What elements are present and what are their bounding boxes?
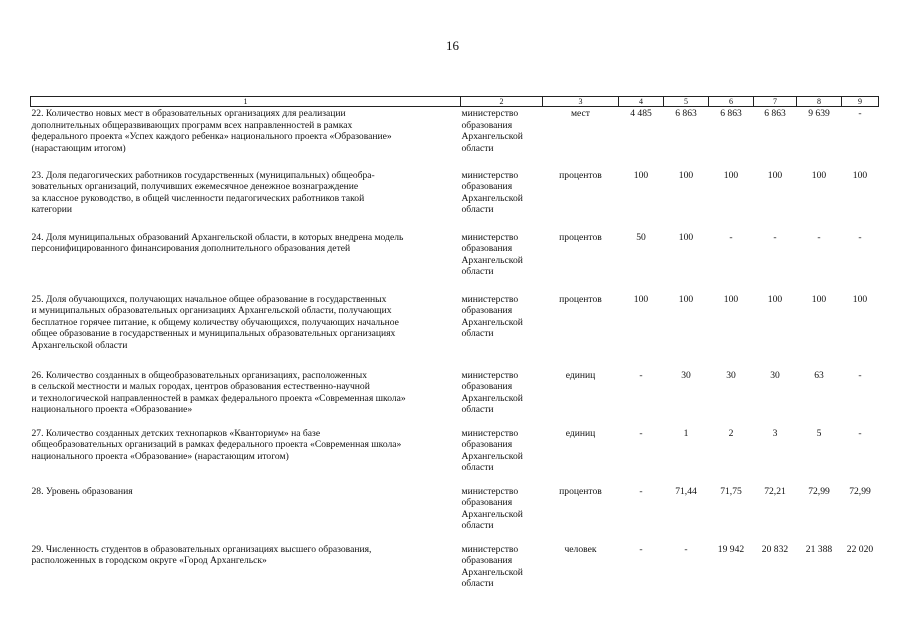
executor-line: образования xyxy=(461,381,513,393)
table-row xyxy=(31,485,879,543)
value-cell: 71,44 xyxy=(675,485,697,497)
executor-line: министерство xyxy=(461,108,519,119)
value-cell: 100 xyxy=(811,293,827,305)
executor-line: образования xyxy=(461,305,513,317)
unit: единиц xyxy=(565,369,596,381)
col-header: 5 xyxy=(664,97,709,107)
value-cell: 72,99 xyxy=(808,485,830,497)
indicator-name-line: (нарастающим итогом) xyxy=(31,142,126,154)
indicator-name-line: расположенных в городском округе «Город Архангельск» xyxy=(31,555,267,567)
value-cell: 100 xyxy=(678,231,694,243)
executor-line: образования xyxy=(461,555,513,567)
value-cell: 1 xyxy=(683,427,689,439)
unit: процентов xyxy=(559,293,602,305)
value-cell: 100 xyxy=(811,169,827,181)
value-cell: 100 xyxy=(678,293,694,305)
executor-line: Архангельской xyxy=(461,316,523,328)
executor xyxy=(461,293,543,369)
executor-line: Архангельской xyxy=(461,254,523,266)
indicator-name-line: 29. Численность студентов в образовательных организациях высшего образования, xyxy=(31,543,372,555)
value-cell: 30 xyxy=(770,369,780,381)
value-cell: - xyxy=(858,108,862,119)
value-cell: 5 xyxy=(816,427,822,439)
indicator-name-line: и муниципальных образовательных организациях Архангельской области, получающих xyxy=(31,305,392,317)
value-cell: 6 863 xyxy=(720,108,742,119)
indicator-name xyxy=(31,427,461,485)
executor-line: образования xyxy=(461,119,513,131)
value-cell: 100 xyxy=(852,293,868,305)
value-cell: 100 xyxy=(633,169,649,181)
executor xyxy=(461,485,543,543)
value-cell: 50 xyxy=(636,231,646,243)
value-cell: - xyxy=(639,427,643,439)
col-header: 8 xyxy=(797,97,842,107)
executor-line: образования xyxy=(461,243,513,255)
indicator-name xyxy=(31,369,461,427)
value-cell: 6 863 xyxy=(675,108,697,119)
indicator-name-line: национального проекта «Образование» (нарастающим итогом) xyxy=(31,450,289,462)
value-cell: 100 xyxy=(767,169,783,181)
value-cell: 3 xyxy=(772,427,778,439)
col-header: 4 xyxy=(619,97,664,107)
value-cell: - xyxy=(639,485,643,497)
indicator-name-line: 28. Уровень образования xyxy=(31,485,133,497)
unit: процентов xyxy=(559,169,602,181)
indicator-name-line: 25. Доля обучающихся, получающих начальное общее образование в государственных xyxy=(31,293,387,305)
indicator-name-line: зовательных организаций, получивших ежемесячное денежное вознаграждение xyxy=(31,181,359,193)
indicator-name-line: 23. Доля педагогических работников государственных (муниципальных) общеобра- xyxy=(31,169,375,181)
table-row xyxy=(31,169,879,231)
indicator-name-line: национального проекта «Образование» xyxy=(31,404,193,416)
unit: процентов xyxy=(559,231,602,243)
executor-line: министерство xyxy=(461,485,519,497)
value-cell: - xyxy=(858,427,862,439)
value-cell: 6 863 xyxy=(764,108,786,119)
executor-line: образования xyxy=(461,439,513,451)
executor-line: области xyxy=(461,266,494,278)
value-cell: 71,75 xyxy=(720,485,742,497)
indicator-name-line: в сельской местности и малых городах, центров образования естественно-научной xyxy=(31,381,370,393)
value-cell: 30 xyxy=(726,369,736,381)
executor-line: министерство xyxy=(461,543,519,555)
indicator-name-line: персонифицированного финансирования дополнительного образования детей xyxy=(31,243,351,255)
executor-line: министерство xyxy=(461,231,519,243)
indicator-name xyxy=(31,543,461,593)
indicator-name-line: 27. Количество созданных детских технопарков «Кванториум» на базе xyxy=(31,427,321,439)
value-cell: - xyxy=(817,231,821,243)
indicator-name-line: Архангельской области xyxy=(31,339,128,351)
indicator-name-line: 24. Доля муниципальных образований Архангельской области, в которых внедрена модель xyxy=(31,231,404,243)
value-cell: - xyxy=(684,543,688,555)
executor-line: образования xyxy=(461,181,513,193)
value-cell: 22 020 xyxy=(846,543,874,555)
indicators-table xyxy=(30,96,879,593)
value-cell: 4 485 xyxy=(630,108,652,119)
executor-line: Архангельской xyxy=(461,566,523,578)
value-cell: 100 xyxy=(678,169,694,181)
indicator-name-line: 26. Количество созданных в общеобразовательных организациях, расположенных xyxy=(31,369,367,381)
value-cell: 20 832 xyxy=(761,543,789,555)
value-cell: - xyxy=(773,231,777,243)
executor-line: области xyxy=(461,404,494,416)
executor-line: министерство xyxy=(461,427,519,439)
value-cell: - xyxy=(639,543,643,555)
indicator-name-line: федерального проекта «Успех каждого ребенка» национального проекта «Образование» xyxy=(31,131,392,143)
table-row xyxy=(31,427,879,485)
executor-line: области xyxy=(461,204,494,216)
indicator-name-line: за классное руководство, в общей численности педагогических работников такой xyxy=(31,192,365,204)
col-header: 3 xyxy=(543,97,619,107)
executor-line: министерство xyxy=(461,369,519,381)
indicator-name-line: общее образование в государственных и муниципальных образовательных организациях xyxy=(31,328,396,340)
executor-line: Архангельской xyxy=(461,131,523,143)
executor-line: Архангельской xyxy=(461,508,523,520)
value-cell: 2 xyxy=(728,427,734,439)
indicator-name-line: бесплатное горячее питание, к общему количеству обучающихся, получающих начальное xyxy=(31,316,399,328)
value-cell: 9 639 xyxy=(808,108,830,119)
executor xyxy=(461,369,543,427)
indicator-name-line: дополнительных общеразвивающих программ всех направленностей в рамках xyxy=(31,119,353,131)
executor-line: Архангельской xyxy=(461,192,523,204)
indicator-name-line: общеобразовательных организаций в рамках федерального проекта «Современная школа» xyxy=(31,439,402,451)
indicator-name-line: категории xyxy=(31,204,73,216)
value-cell: - xyxy=(729,231,733,243)
executor xyxy=(461,231,543,293)
value-cell: 21 388 xyxy=(805,543,833,555)
executor-line: министерство xyxy=(461,169,519,181)
value-cell: 19 942 xyxy=(717,543,745,555)
table-row xyxy=(31,231,879,293)
executor-line: Архангельской xyxy=(461,450,523,462)
header-row xyxy=(31,97,879,107)
value-cell: 100 xyxy=(852,169,868,181)
executor-line: министерство xyxy=(461,293,519,305)
value-cell: 100 xyxy=(723,293,739,305)
executor-line: области xyxy=(461,328,494,340)
executor xyxy=(461,107,543,169)
value-cell: 72,99 xyxy=(849,485,871,497)
indicator-name xyxy=(31,231,461,293)
indicator-name-line: 22. Количество новых мест в образовательных организациях для реализации xyxy=(31,108,346,119)
value-cell: - xyxy=(858,231,862,243)
value-cell: - xyxy=(858,369,862,381)
indicator-name xyxy=(31,293,461,369)
value-cell: 100 xyxy=(723,169,739,181)
col-header: 6 xyxy=(709,97,754,107)
table-row xyxy=(31,369,879,427)
indicator-name xyxy=(31,169,461,231)
executor xyxy=(461,169,543,231)
unit: человек xyxy=(564,543,597,555)
executor xyxy=(461,427,543,485)
value-cell: 100 xyxy=(767,293,783,305)
executor-line: образования xyxy=(461,497,513,509)
indicator-name xyxy=(31,107,461,169)
executor-line: области xyxy=(461,578,494,590)
page-number: 16 xyxy=(446,38,459,53)
value-cell: - xyxy=(639,369,643,381)
executor-line: области xyxy=(461,462,494,474)
indicator-name-line: и технологической направленностей в рамках федерального проекта «Современная школа» xyxy=(31,392,406,404)
indicator-name xyxy=(31,485,461,543)
executor-line: области xyxy=(461,142,494,154)
unit: процентов xyxy=(559,485,602,497)
value-cell: 100 xyxy=(633,293,649,305)
col-header: 7 xyxy=(754,97,797,107)
col-header: 1 xyxy=(31,97,461,107)
executor xyxy=(461,543,543,593)
table-row xyxy=(31,293,879,369)
table-row xyxy=(31,543,879,593)
col-header: 2 xyxy=(461,97,543,107)
unit: мест xyxy=(570,108,591,119)
executor-line: Архангельской xyxy=(461,392,523,404)
executor-line: области xyxy=(461,520,494,532)
unit: единиц xyxy=(565,427,596,439)
col-header: 9 xyxy=(842,97,879,107)
table-row xyxy=(31,107,879,169)
value-cell: 72,21 xyxy=(764,485,786,497)
value-cell: 30 xyxy=(681,369,691,381)
value-cell: 63 xyxy=(814,369,824,381)
